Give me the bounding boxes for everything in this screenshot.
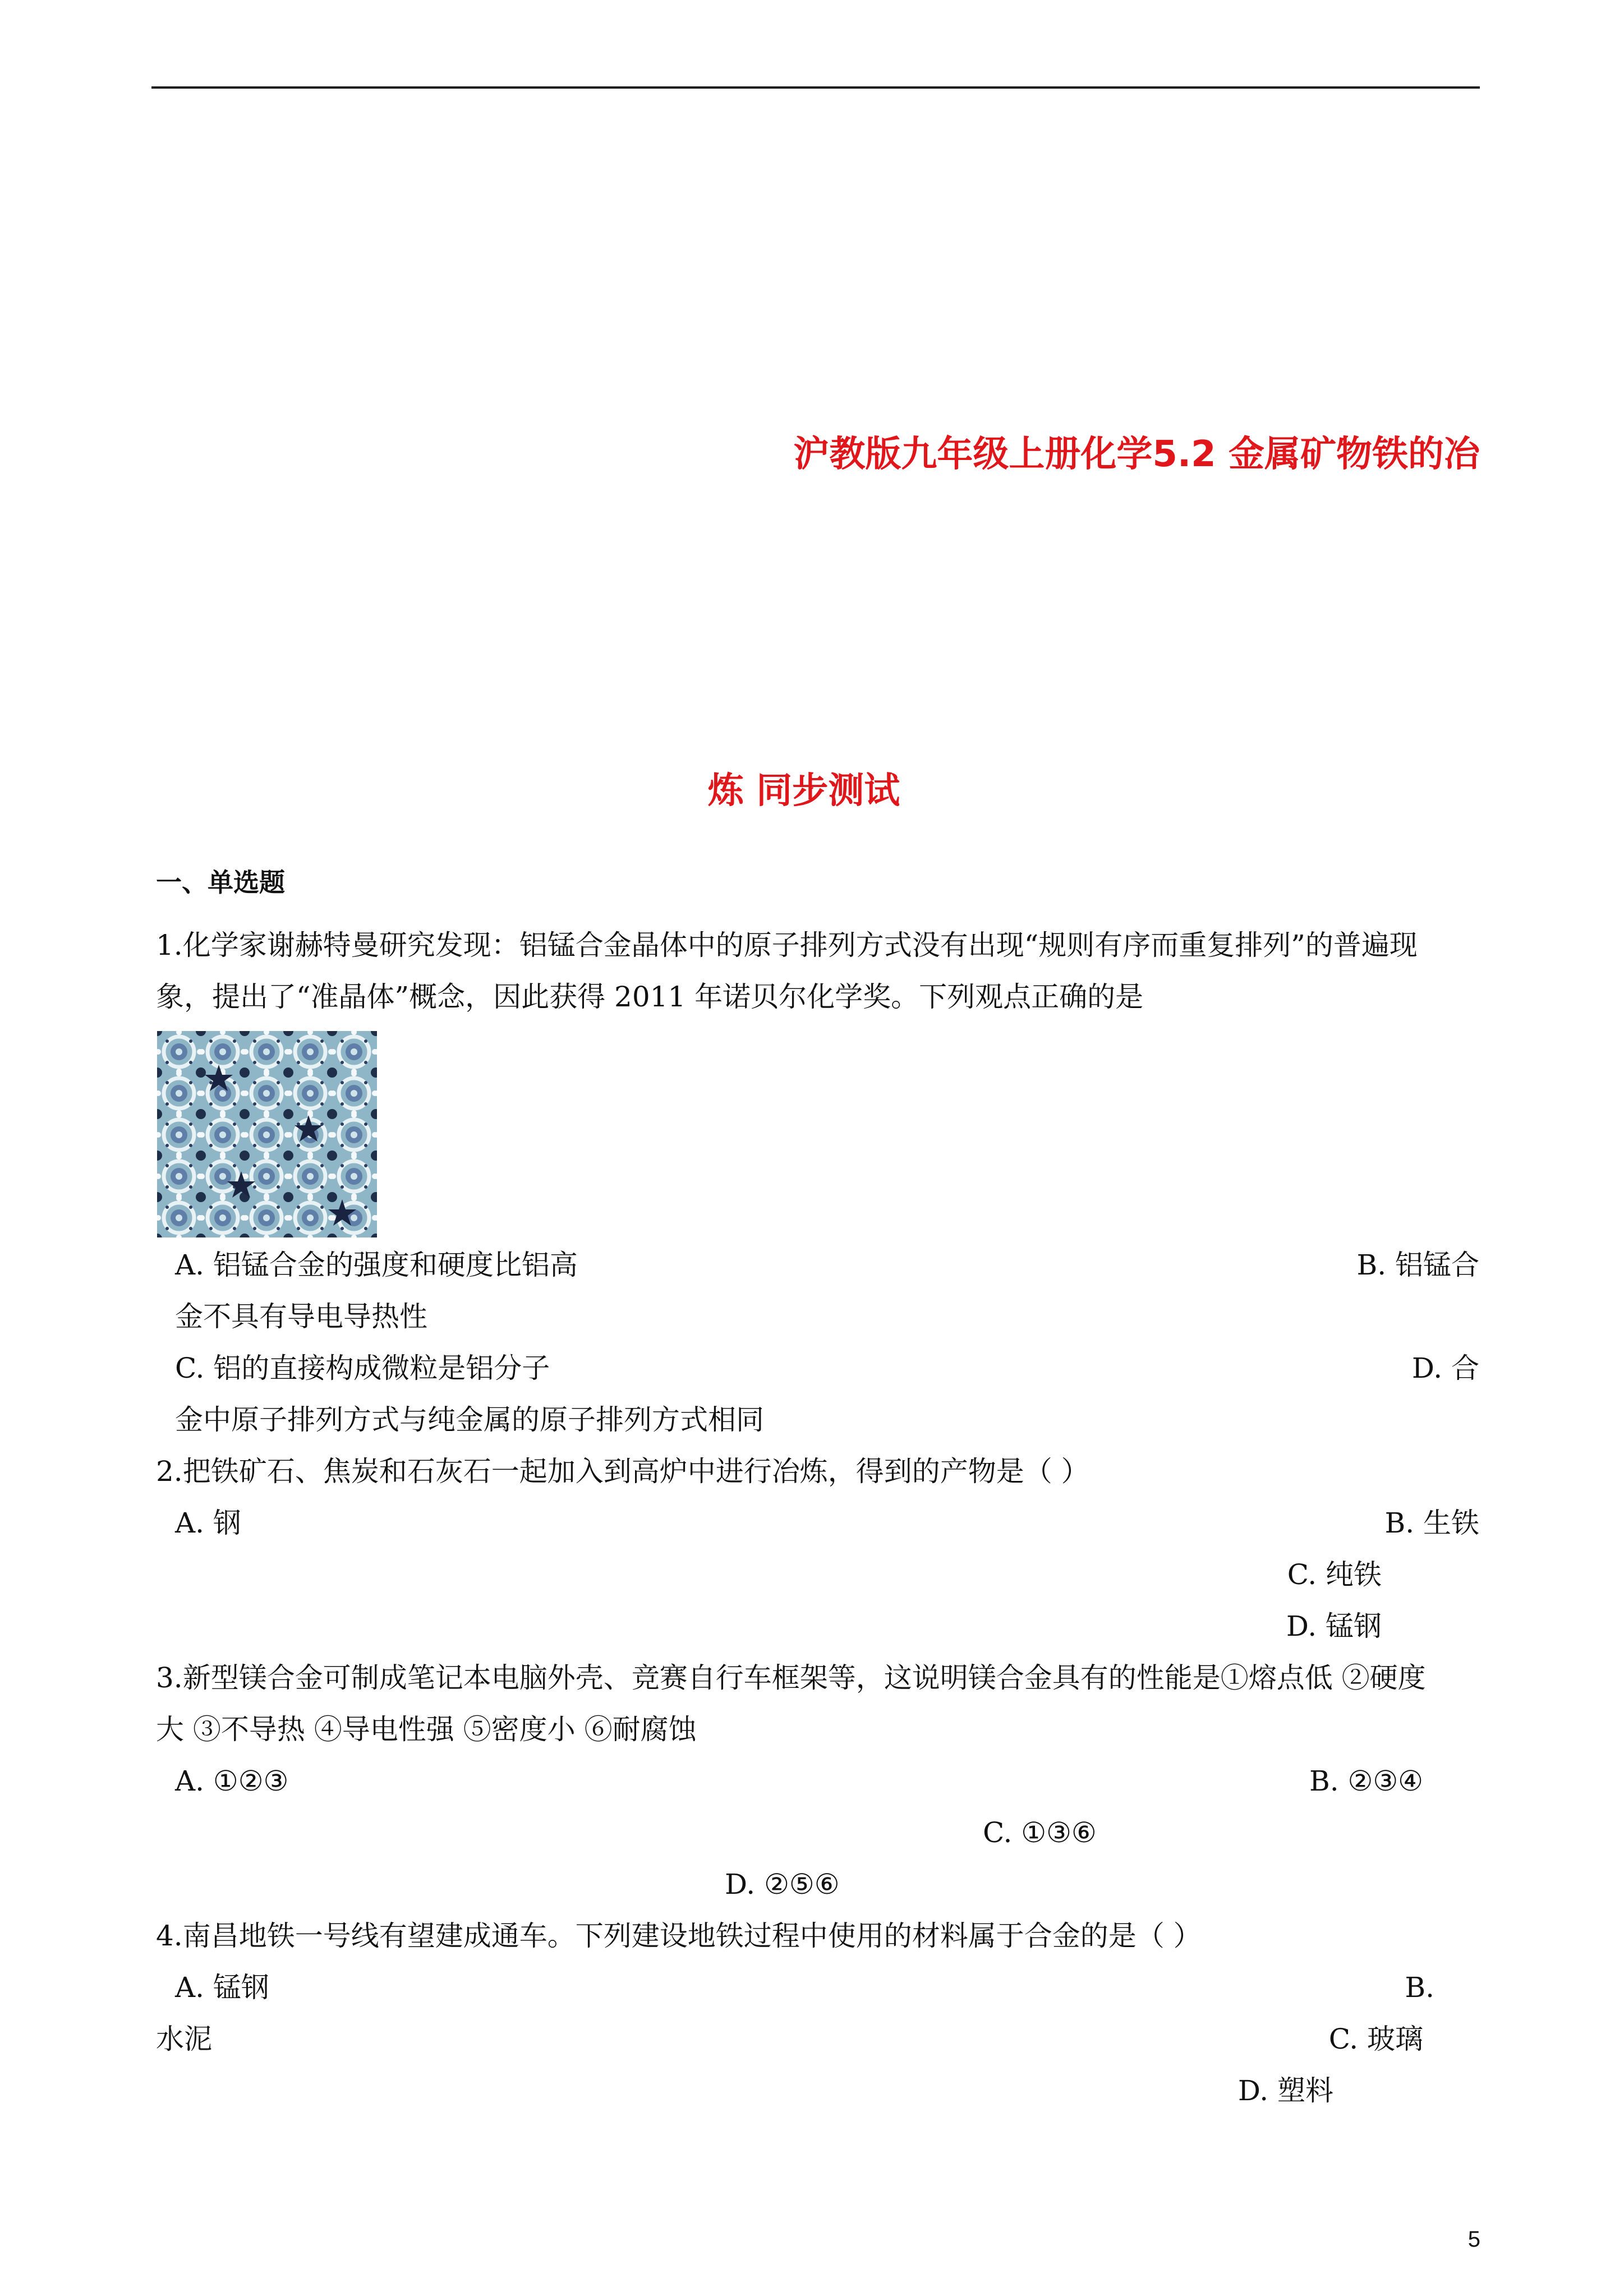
question-1-option-d: D. 合 — [1411, 1352, 1479, 1384]
question-4-option-b-continued: 水泥 — [156, 2023, 212, 2055]
page-number: 5 — [1467, 2227, 1480, 2252]
question-3-option-c: C. ①③⑥ — [983, 1816, 1097, 1849]
question-1-option-c: C. 铝的直接构成微粒是铝分子 — [175, 1352, 550, 1384]
question-3-option-a: A. ①②③ — [175, 1765, 289, 1797]
question-3-option-d: D. ②⑤⑥ — [725, 1868, 840, 1901]
question-1-option-d-continued: 金中原子排列方式与纯金属的原子排列方式相同 — [175, 1404, 764, 1436]
question-4-stem: 4.南昌地铁一号线有望建成通车。下列建设地铁过程中使用的材料属于合金的是（ ） — [156, 1920, 1202, 1952]
question-2-option-b: B. 生铁 — [1384, 1507, 1479, 1539]
question-3-stem-line-1: 3.新型镁合金可制成笔记本电脑外壳、竞赛自行车框架等，这说明镁合金具有的性能是①熔点低 ②硬度 — [156, 1662, 1426, 1694]
page-title-line-2: 炼 同步测试 — [708, 770, 900, 812]
page-title-line-1: 沪教版九年级上册化学5.2 金属矿物铁的冶 — [793, 434, 1480, 475]
question-3-stem-line-2: 大 ③不导热 ④导电性强 ⑤密度小 ⑥耐腐蚀 — [156, 1713, 697, 1746]
question-3-option-b: B. ②③④ — [1309, 1765, 1423, 1797]
header-rule — [151, 86, 1480, 89]
question-1-stem-line-1: 1.化学家谢赫特曼研究发现：铝锰合金晶体中的原子排列方式没有出现“规则有序而重复排列”的普遍现 — [156, 929, 1418, 961]
question-4-option-d: D. 塑料 — [1237, 2074, 1333, 2107]
question-1-option-b: B. 铝锰合 — [1356, 1249, 1479, 1281]
question-2-option-d: D. 锰钢 — [1286, 1610, 1382, 1642]
question-4-option-a: A. 锰钢 — [175, 1971, 269, 2004]
question-1-stem-line-2: 象，提出了“准晶体”概念，因此获得 2011 年诺贝尔化学奖。下列观点正确的是 — [156, 981, 1144, 1013]
question-4-option-b: B. — [1405, 1971, 1434, 2004]
question-1-option-b-continued: 金不具有导电导热性 — [175, 1300, 427, 1333]
quasicrystal-pattern-image — [157, 1031, 377, 1237]
question-2-option-c: C. 纯铁 — [1287, 1558, 1382, 1591]
section-heading: 一、单选题 — [156, 867, 285, 898]
question-1-option-a: A. 铝锰合金的强度和硬度比铝高 — [175, 1249, 578, 1281]
question-2-stem: 2.把铁矿石、焦炭和石灰石一起加入到高炉中进行冶炼，得到的产物是（ ） — [156, 1455, 1089, 1488]
question-4-option-c: C. 玻璃 — [1328, 2023, 1423, 2055]
question-2-option-a: A. 钢 — [175, 1507, 241, 1539]
